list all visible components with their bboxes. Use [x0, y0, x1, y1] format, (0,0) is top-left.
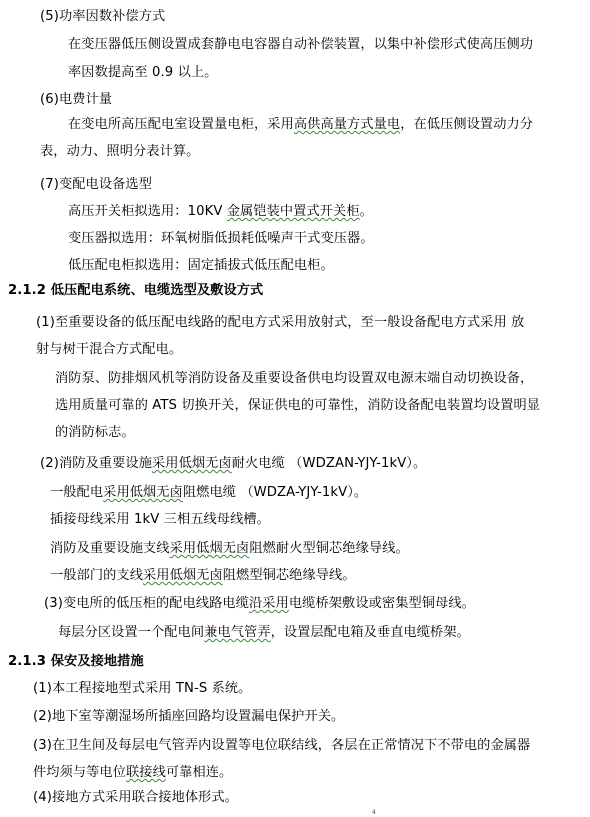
flagged-text: 采用低烟无卤 [103, 485, 183, 500]
metering-title: (6)电费计量 [40, 92, 113, 107]
flagged-text: 金属铠装中置式开关柜 [226, 204, 360, 219]
power-factor-line-2: 率因数提高至 0.9 以上。 [68, 65, 218, 80]
text-run: 在变电所高压配电室设置量电柜，采用 [68, 117, 294, 132]
s213-p2: (2)地下室等潮湿场所插座回路均设置漏电保护开关。 [33, 709, 345, 724]
heading-2-1-2: 2.1.2 低压配电系统、电缆选型及敷设方式 [8, 283, 264, 298]
metering-line-1 [68, 116, 533, 134]
heading-2-1-3: 2.1.3 保安及接地措施 [8, 654, 144, 669]
s212-p1-line-2: 射与树干混合方式配电。 [36, 342, 183, 357]
equipment-title: (7)变配电设备选型 [40, 177, 152, 192]
text-run: 高压开关柜拟选用：10KV [68, 204, 227, 219]
s212-p7 [50, 567, 356, 585]
text-run: 。 [359, 204, 373, 219]
s212-p3 [40, 455, 426, 473]
text-run: 一般配电 [50, 485, 104, 500]
page-number: 4 [372, 809, 376, 816]
text-run: 耐火电缆 （WDZAN-YJY-1kV）。 [231, 456, 427, 471]
s213-p4: (4)接地方式采用联合接地体形式。 [33, 790, 239, 805]
power-factor-title: (5)功率因数补偿方式 [40, 9, 166, 24]
s212-p4 [50, 484, 367, 502]
metering-line-2: 表，动力、照明分表计算。 [40, 144, 200, 159]
power-factor-line-1: 在变压器低压侧设置成套静电电容器自动补偿装置，以集中补偿形式使高压侧功 [68, 37, 534, 52]
flagged-text: 沿采用 [249, 596, 289, 611]
text-run: 件均须与等电位 [33, 765, 127, 780]
s212-p2-line-1: 消防泵、防排烟风机等消防设备及重要设备供电均设置双电源末端自动切换设备， [55, 371, 534, 386]
flagged-text: 联接线 [126, 765, 166, 780]
text-run: 电缆桥架敷设或密集型铜母线。 [288, 596, 475, 611]
text-run: 消防及重要设施支线 [50, 541, 170, 556]
s213-p3-line-2 [33, 764, 232, 782]
lv-cabinet-line: 低压配电柜拟选用：固定插拔式低压配电柜。 [68, 258, 334, 273]
text-run: 阻燃电缆 （WDZA-YJY-1kV）。 [182, 485, 368, 500]
text-run: 阻燃型铜芯绝缘导线。 [222, 568, 356, 583]
transformer-line: 变压器拟选用：环氧树脂低损耗低噪声干式变压器。 [68, 231, 374, 246]
text-run: ，在低压侧设置动力分 [400, 117, 534, 132]
flagged-text: 采用低烟无卤 [143, 568, 223, 583]
text-run: 可靠相连。 [165, 765, 233, 780]
s212-p5: 插接母线采用 1kV 三相五线母线槽。 [50, 512, 270, 527]
text-run: 阻燃耐火型铜芯绝缘导线。 [249, 541, 409, 556]
s213-p3-line-1: (3)在卫生间及每层电气管弄内设置等电位联结线，各层在正常情况下不带电的金属器 [33, 738, 531, 753]
s212-p9 [58, 624, 470, 642]
flagged-text: 采用低烟无卤 [152, 456, 232, 471]
s212-p2-line-3: 的消防标志。 [55, 425, 135, 440]
hv-cabinet-line [68, 203, 373, 221]
flagged-text: 兼电气管弄 [204, 625, 271, 640]
flagged-text: 采用低烟无卤 [169, 541, 250, 556]
text-run: 每层分区设置一个配电间 [58, 625, 205, 640]
s212-p2-line-2: 选用质量可靠的 ATS 切换开关，保证供电的可靠性，消防设备配电装置均设置明显 [55, 398, 541, 413]
flagged-text: 高供高量方式量电 [293, 117, 401, 132]
text-run: (3)变电所的低压柜的配电线路电缆 [44, 596, 250, 611]
text-run: ，设置层配电箱及垂直电缆桥架。 [270, 625, 470, 640]
s212-p6 [50, 540, 409, 558]
s213-p1: (1)本工程接地型式采用 TN-S 系统。 [33, 681, 252, 696]
s212-p8 [44, 595, 475, 613]
text-run: 一般部门的支线 [50, 568, 144, 583]
text-run: (2)消防及重要设施 [40, 456, 152, 471]
s212-p1-line-1: (1)至重要设备的低压配电线路的配电方式采用放射式，至一般设备配电方式采用 放 [36, 315, 525, 330]
